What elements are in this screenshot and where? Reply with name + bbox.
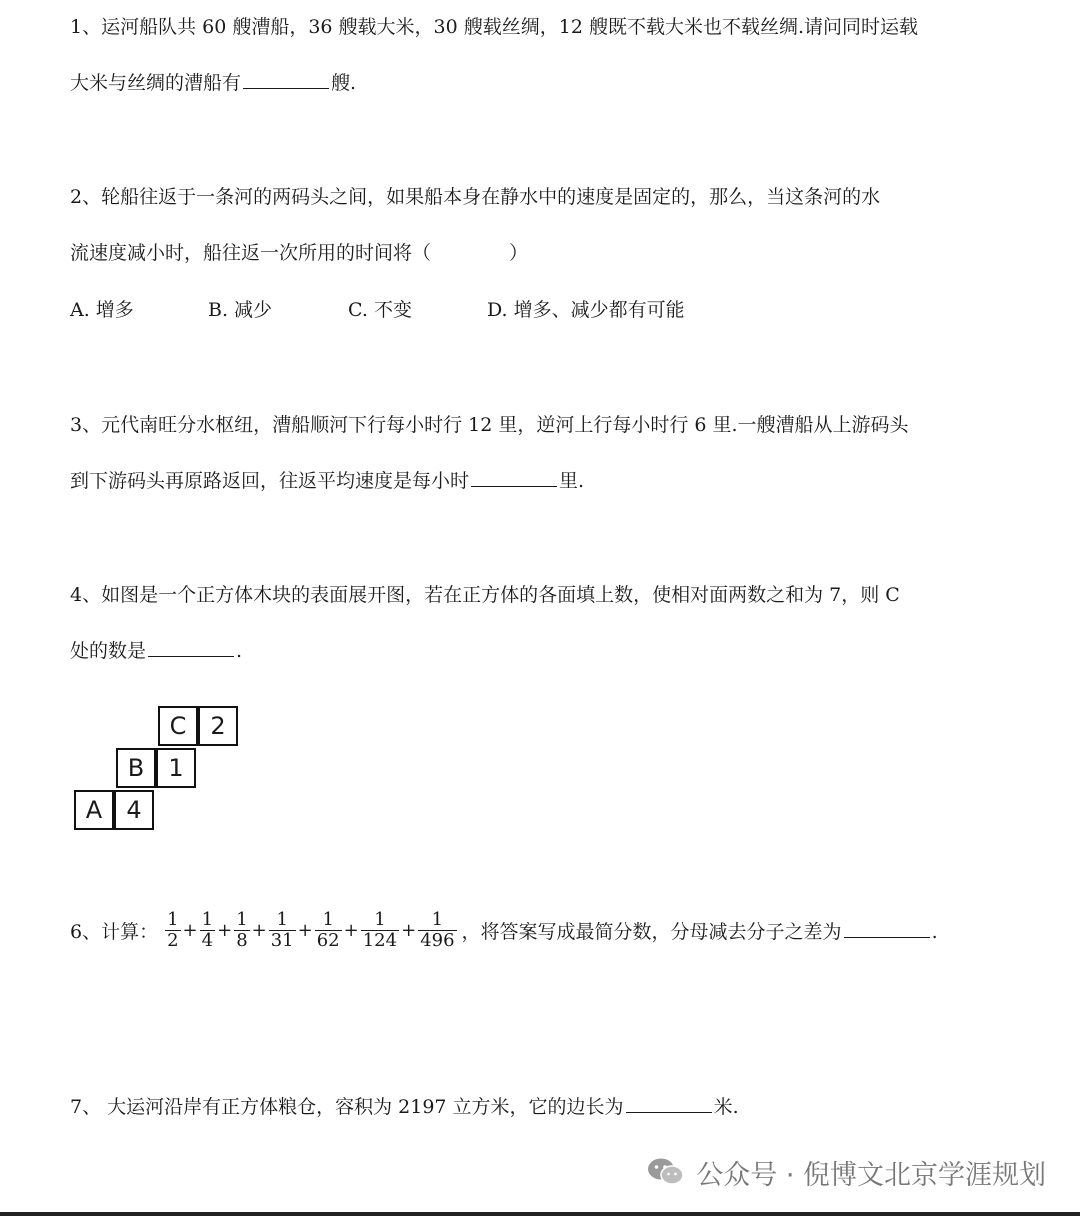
q1-line1: 1、运河船队共 60 艘漕船，36 艘载大米，30 艘载丝绸，12 艘既不载大米也不载丝绸.请问同时运载: [70, 16, 919, 38]
fraction-numerator: 1: [201, 909, 214, 930]
fraction-numerator: 1: [269, 910, 296, 931]
fraction-numerator: 1: [418, 910, 456, 931]
fraction: [200, 910, 215, 951]
fraction-denominator: 2: [167, 930, 179, 951]
fraction-numerator: 1: [236, 909, 248, 930]
cube-net-diagram: [74, 706, 244, 834]
q7-line: [70, 1094, 739, 1120]
fraction-denominator: 62: [316, 930, 340, 951]
net-cell-a: A: [74, 790, 114, 830]
plus-sign: +: [401, 920, 417, 941]
q2-line2: [70, 240, 528, 266]
q7-prefix: 7、 大运河沿岸有正方体粮仓，容积为 2197 立方米，它的边长为: [70, 1096, 624, 1118]
net-cell-2: 2: [198, 706, 238, 746]
fraction-numerator: 1: [167, 909, 179, 930]
answer-blank: [148, 638, 234, 657]
q2-option-b: B. 减少: [208, 299, 273, 321]
q2-line2-prefix: 流速度减小时，船往返一次所用的时间将（: [70, 242, 432, 264]
q4-line2: [70, 638, 242, 664]
plus-sign: +: [182, 920, 198, 941]
q4-line2-prefix: 处的数是: [70, 640, 147, 662]
q3-line1: 3、元代南旺分水枢纽，漕船顺河下行每小时行 12 里，逆河上行每小时行 6 里.一艘漕船从上游码头: [70, 414, 909, 436]
plus-sign: +: [343, 920, 359, 941]
q1-line2-prefix: 大米与丝绸的漕船有: [70, 72, 242, 94]
plus-sign: +: [297, 920, 313, 941]
q4-line2-suffix: .: [236, 640, 243, 662]
answer-blank: [844, 919, 930, 938]
fraction-denominator: 8: [236, 930, 248, 951]
q3-line2-suffix: 里.: [559, 470, 585, 492]
q2-line1: 2、轮船往返于一条河的两码头之间，如果船本身在静水中的速度是固定的，那么，当这条河的水: [70, 186, 881, 208]
answer-blank: [243, 70, 329, 89]
net-cell-c: C: [158, 706, 198, 746]
fraction-denominator: 496: [420, 930, 455, 951]
q2-option-c: C. 不变: [348, 299, 412, 321]
fraction-numerator: 1: [315, 910, 342, 931]
answer-blank: [471, 468, 557, 487]
fraction: [269, 910, 296, 951]
wechat-icon: [646, 1157, 686, 1187]
q7-suffix: 米.: [713, 1096, 739, 1118]
plus-sign: +: [251, 920, 267, 941]
q6-tail-prefix: ，将答案写成最简分数，分母减去分子之差为: [461, 921, 842, 943]
net-cell-4: 4: [114, 790, 154, 830]
q4-line1: 4、如图是一个正方体木块的表面展开图，若在正方体的各面填上数，使相对面两数之和为 7，则 C: [70, 584, 900, 606]
q1-line2-suffix: 艘.: [331, 72, 357, 94]
fraction: [165, 910, 180, 951]
plus-sign: +: [217, 920, 233, 941]
fraction: [418, 910, 456, 951]
net-cell-1: 1: [156, 748, 196, 788]
q3-line2: [70, 468, 584, 494]
q2-line2-suffix: ）: [509, 242, 529, 264]
fraction-numerator: 1: [361, 910, 399, 931]
fraction-denominator: 31: [270, 930, 294, 951]
watermark-text: 公众号 · 倪博文北京学涯规划: [696, 1159, 1046, 1191]
net-cell-b: B: [116, 748, 156, 788]
q3-line2-prefix: 到下游码头再原路返回，往返平均速度是每小时: [70, 470, 470, 492]
fraction: [234, 910, 249, 951]
fraction-denominator: 4: [201, 930, 214, 951]
watermark: [646, 1156, 1046, 1191]
fraction: [361, 910, 399, 951]
q6-tail: [462, 917, 938, 944]
bottom-border: [0, 1212, 1080, 1216]
fraction-denominator: 124: [362, 930, 398, 951]
q2-option-d: D. 增多、减少都有可能: [487, 299, 685, 321]
q6-tail-suffix: .: [931, 921, 938, 943]
q6-line: [70, 910, 938, 951]
answer-blank: [626, 1094, 712, 1113]
q6-lead: 6、计算：: [70, 921, 159, 943]
q1-line2: [70, 70, 356, 96]
q2-option-a: A. 增多: [70, 299, 134, 321]
fraction: [315, 910, 342, 951]
